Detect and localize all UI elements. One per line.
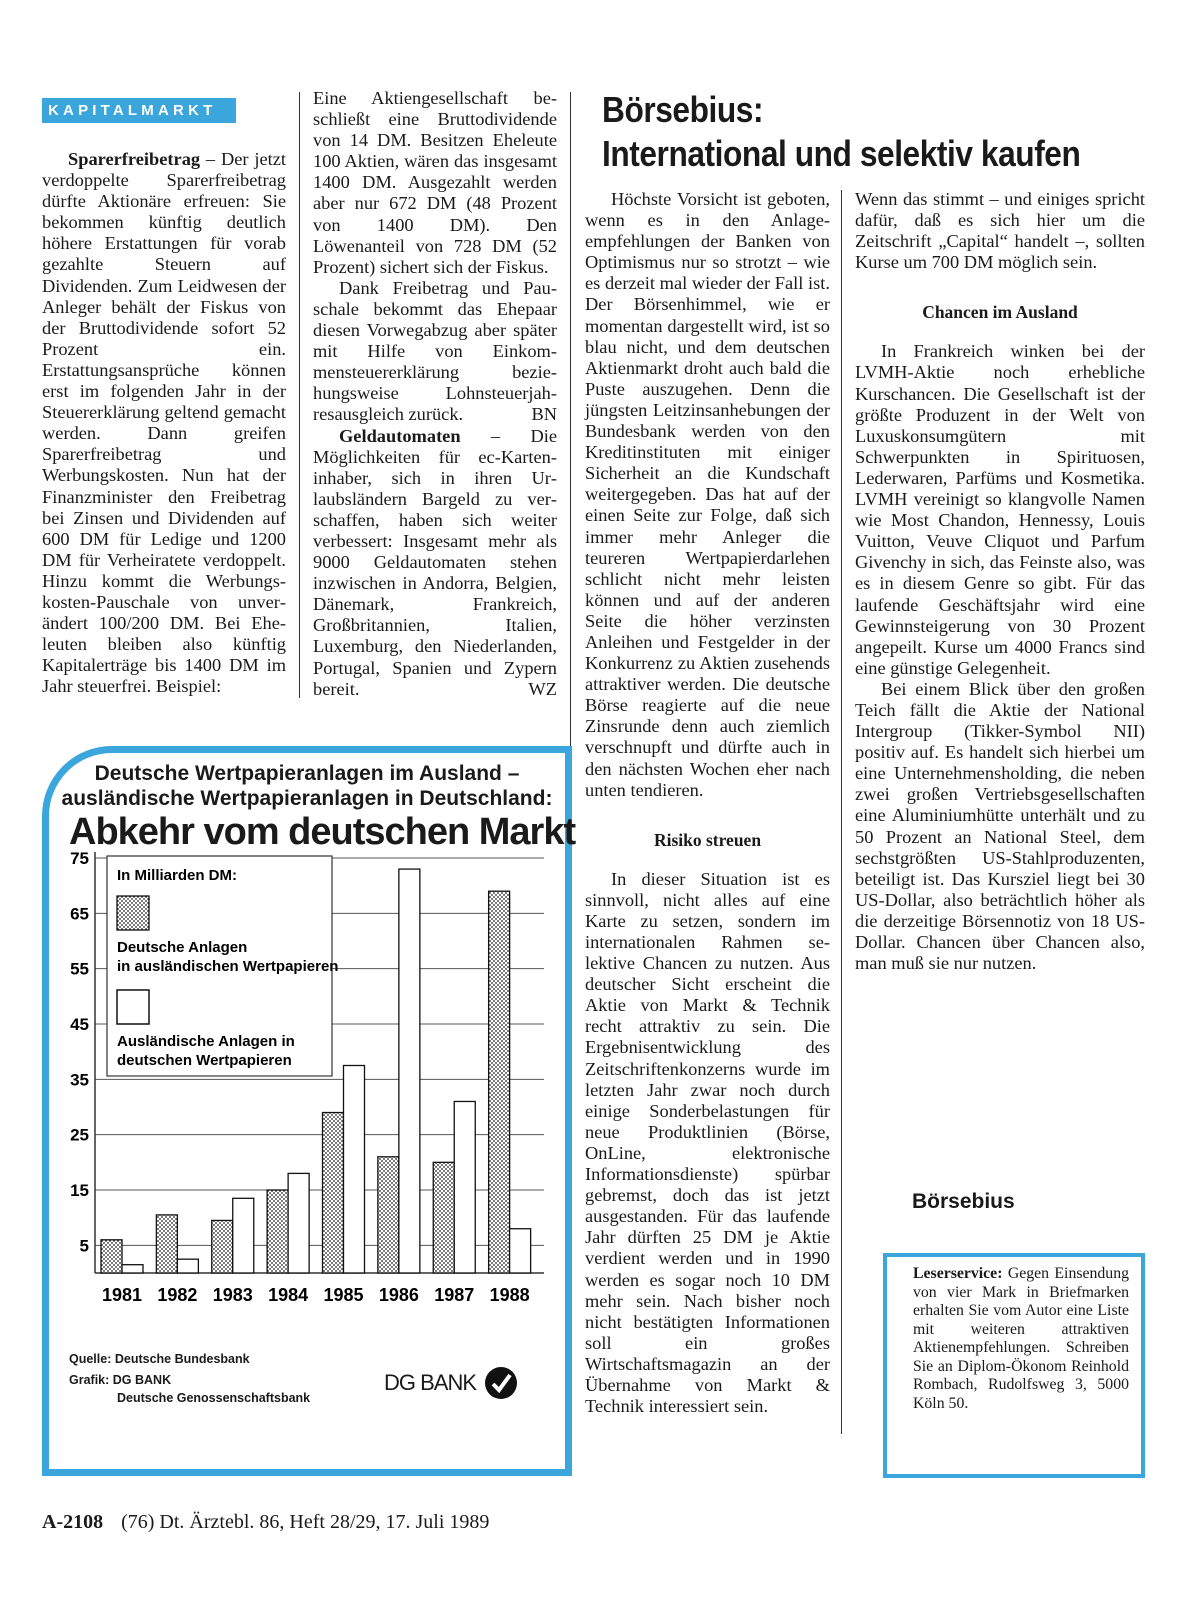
subheading-chancen: Chancen im Ausland (922, 302, 1078, 323)
column-3 (585, 189, 830, 1417)
paragraph-sparerfreibetrag (42, 149, 286, 697)
paragraph-national-intergroup: Bei einem Blick über den großen Teich fällt die Aktie der National Intergroup (Tikker-Symbol NII) positiv auf. Es handelt sich hierbei um eine Unternehmensholding, die neben zwei großen Vertriebsgesellschaften eine Aluminiumhütte unterhält und zu 50 Prozent an National Steel, dem sechstgrößten US-Stahlproduzenten, beteiligt ist. Das Kursziel liegt bei 30 US-Dollar, also beträchtlich höher als die derzeitige Börsennotiz von 18 US-Dollar. Chancen über Chancen also, man muß sie nur nutzen. (855, 678, 1145, 974)
bar-foreign-in-germany (177, 1259, 198, 1273)
y-tick-label: 5 (79, 1236, 89, 1256)
subheading-risiko: Risiko streuen (653, 829, 762, 850)
leserservice-text: Gegen Einsendung von vier Mark in Briefmarken erhalten Sie vom Autor eine Liste mit weiteren attraktiven Aktienempfehlungen. Schreiben Sie an Diplom-Ökonom Reinhold Rombach, Rudolfsweg 3, 5000 Köln 50. (913, 1265, 1129, 1412)
author-signature: Börsebius (912, 1190, 1015, 1213)
lead-sparerfreibetrag: Sparerfreibetrag (68, 149, 201, 169)
paragraph-geldautomaten (313, 426, 557, 700)
paragraph-vorsicht: Höchste Vorsicht ist geboten, wenn es in den Anlageempfehlungen der Banken von Optimismus nur so strotzt – wie es derzeit mal wieder der Fall ist. Der Börsenhimmel, wie er momentan dargestellt wird, ist so blau nicht, und dem deutschen Aktienmarkt droht auch bald die Puste auszugehen. Denn die jüngsten Leitzinsanhebungen der Bundesbank werden von den Kreditinstituten mit einiger Sicherheit an die Kundschaft weitergegeben. Das hat auf der einen Seite zur Folge, daß sich immer mehr Anleger die teureren Wertpapierdarlehen schlicht nicht mehr leisten können und auf der anderen Seite die höher verzinsten Anleihen und Festgelder in der Konkurrenz zu Aktien zusehends attraktiver werden. Die deutsche Börse reagierte auf die neue Zinsrunde denn auch ziemlich verschnupft und dürfte auch in den nächsten Wochen eher nach unten tendieren. (585, 189, 830, 800)
x-tick-label: 1981 (101, 1285, 143, 1305)
legend-label-dotted: Deutsche Anlagen (117, 939, 248, 956)
column-4 (855, 189, 1145, 974)
text-geldautomaten: – Die Möglichkeiten für ec-Karteninhaber, sich in ihren Urlaubsländern Bargeld zu verschaffen, haben sich weiter verbessert: Insgesamt mehr als 9000 Geldautomaten stehen inzwischen in Andorra, Belgien, Dänemark, Frankreich, Großbritannien, Italien, Luxemburg, den Niederlanden, Portugal, Spanien und Zypern bereit. (313, 425, 557, 699)
column-2 (313, 88, 557, 700)
bar-foreign-in-germany (510, 1229, 531, 1273)
y-tick-label: 25 (70, 1125, 89, 1145)
bar-foreign-in-germany (454, 1101, 475, 1273)
paragraph-frankreich: In Frankreich winken bei der LVMH-Aktie noch erhebliche Kurschancen. Die Gesellschaft ist der größte Produzent in der Welt von Luxuskonsumgütern mit Schwerpunkten in Spirituosen, Lederwaren, Parfüms und Kosmetika. LVMH vereinigt so klangvolle Namen wie Most Chandon, Hennessy, Louis Vuitton, Veuve Cliquot und Parfum Givenchy in sich, das Feinste also, was es in diesem Genre so gibt. Für das laufende Geschäftsjahr wird eine Gewinnsteigerung von 30 Prozent angepeilt. Kurse um 4000 Francs sind eine günstige Gelegenheit. (855, 341, 1145, 678)
author-wz: WZ (528, 678, 557, 699)
bar-german-abroad (267, 1190, 288, 1273)
lead-geldautomaten: Geldautomaten (339, 425, 461, 446)
column-rule-1 (299, 92, 300, 698)
bar-foreign-in-germany (344, 1066, 365, 1274)
x-tick-label: 1984 (268, 1285, 309, 1305)
chart-source: Quelle: Deutsche Bundesbank (69, 1352, 250, 1366)
author-bn: BN (531, 404, 557, 425)
bar-german-abroad (489, 891, 510, 1273)
journal-citation: (76) Dt. Ärztebl. 86, Heft 28/29, 17. Juli 1989 (121, 1511, 490, 1533)
bar-german-abroad (433, 1162, 454, 1273)
chart-graphic-credit: Grafik: DG BANK (69, 1373, 172, 1387)
dg-bank-logo (384, 1365, 518, 1401)
dg-bank-logo-icon (484, 1366, 518, 1400)
bar-german-abroad (323, 1113, 344, 1273)
y-tick-label: 15 (70, 1181, 89, 1200)
legend-label-dotted-2: in ausländischen Wertpapieren (117, 958, 339, 975)
text-sparerfreibetrag: – Der jetzt verdoppelte Sparerfreibetrag dürfte Aktionäre erfreuen: Sie bekommen künftig deutlich höhere Erstattungen für vorab gezahlte Steuern auf Dividenden. Zum Leidwesen der Anleger behält der Fiskus von der Bruttodividende sofort 52 Prozent ein. Erstattungsansprüche können erst im folgenden Jahr in der Steuererklärung geltend gemacht werden. Dann greifen Sparerfreibetrag und Werbungskosten. Nun hat der Finanzminister den Freibetrag bei Zinsen und Dividenden auf 600 DM für Ledige und 1200 DM für Verheiratete verdoppelt. Hinzu kommt die Werbungskosten-Pauschale von unverändert 100/200 DM. Bei Eheleuten bleiben also künftig Kapitalerträge bis 1400 DM im Jahr steuerfrei. Beispiel: (42, 149, 286, 697)
headline-line-2: International und selektiv kaufen (602, 133, 1081, 174)
bar-foreign-in-germany (288, 1173, 309, 1273)
y-tick-label: 65 (70, 904, 89, 924)
x-tick-label: 1985 (323, 1285, 364, 1305)
bar-foreign-in-germany (233, 1198, 254, 1273)
column-rule-3 (841, 190, 842, 1434)
paragraph-freibetrag (313, 278, 557, 426)
chart-header-line-1: Deutsche Wertpapieranlagen im Ausland – (94, 762, 520, 785)
leserservice-box (883, 1253, 1145, 1478)
bar-foreign-in-germany (122, 1265, 143, 1273)
legend-label-white: Ausländische Anlagen in (117, 1033, 295, 1050)
x-tick-label: 1983 (212, 1285, 253, 1305)
page-footer (42, 1511, 489, 1534)
bar-foreign-in-germany (399, 869, 420, 1273)
dg-bank-logo-text: DG BANK (384, 1370, 477, 1395)
section-tag: KAPITALMARKT (42, 98, 236, 123)
column-1 (42, 149, 286, 697)
y-tick-label: 75 (70, 849, 89, 868)
x-tick-label: 1987 (434, 1285, 475, 1305)
legend-label-white-2: deutschen Wertpapieren (117, 1052, 292, 1069)
x-tick-label: 1988 (489, 1285, 530, 1305)
legend-swatch-dotted (117, 896, 149, 930)
bar-chart (49, 848, 565, 1353)
legend-unit-label: In Milliarden DM: (117, 867, 237, 884)
bar-german-abroad (378, 1157, 399, 1273)
y-tick-label: 55 (70, 959, 89, 979)
leserservice-lead: Leserservice: (913, 1265, 1003, 1282)
page-number: A-2108 (42, 1511, 104, 1533)
chart-box (42, 746, 576, 1476)
legend-swatch-white (117, 990, 149, 1024)
bar-german-abroad (212, 1220, 233, 1273)
y-tick-label: 45 (70, 1015, 89, 1034)
chart-header-line-2: ausländische Wertpapieranlagen in Deutschland: (61, 787, 553, 810)
chart-title: Abkehr vom deutschen Markt (69, 811, 576, 853)
paragraph-situation: In dieser Situation ist es sinnvoll, nicht alles auf eine Karte zu setzen, sondern im internationalen Rahmen selektive Chancen zu nutzen. Aus deutscher Sicht erscheint die Aktie von Markt & Technik recht attraktiv zu sein. Die Ergebnisentwicklung des Zeitschriftenkonzerns wurde im letzten Jahr zwar noch durch einige Sonderbelastungen für neue Produktlinien (Börse, OnLine, elektronische Informationsdienste) spürbar gebremst, doch das ist jetzt ausgestanden. Für das laufende Jahr dürften 25 DM je Aktie verdient werden und in 1990 werden es sogar noch 10 DM mehr sein. Nach bisher noch nicht bestätigten Informationen soll ein großes Wirtschaftsmagazin an der Übernahme von Markt & Technik interessiert sein. (585, 868, 830, 1417)
x-tick-label: 1982 (157, 1285, 198, 1305)
paragraph-dividende: Eine Aktiengesellschaft beschließt eine Bruttodividende von 14 DM. Besitzen Eheleute 100 Aktien, wären das insgesamt 1400 DM. Ausgezahlt werden aber nur 672 DM (48 Prozent von 1400 DM). Den Löwenanteil von 728 DM (52 Prozent) sichert sich der Fiskus. (313, 88, 557, 277)
paragraph-capital: Wenn das stimmt – und einiges spricht dafür, daß es sich hier um die Zeitschrift „Capital“ handelt –, sollten Kurse um 700 DM möglich sein. (855, 189, 1145, 273)
x-tick-label: 1986 (378, 1285, 419, 1305)
headline-line-1: Börsebius: (602, 89, 764, 130)
bar-german-abroad (156, 1215, 177, 1273)
y-tick-label: 35 (70, 1070, 89, 1090)
text-freibetrag: Dank Freibetrag und Pauschale bekommt das Ehepaar diesen Vorwegabzug aber später mit Hilfe von Einkommensteuererklärung beziehungsweise Lohnsteuerjahresausgleich zurück. (313, 277, 557, 425)
article-headline (602, 88, 1095, 176)
chart-graphic-credit-2: Deutsche Genossenschaftsbank (117, 1391, 311, 1405)
bar-german-abroad (101, 1240, 122, 1273)
